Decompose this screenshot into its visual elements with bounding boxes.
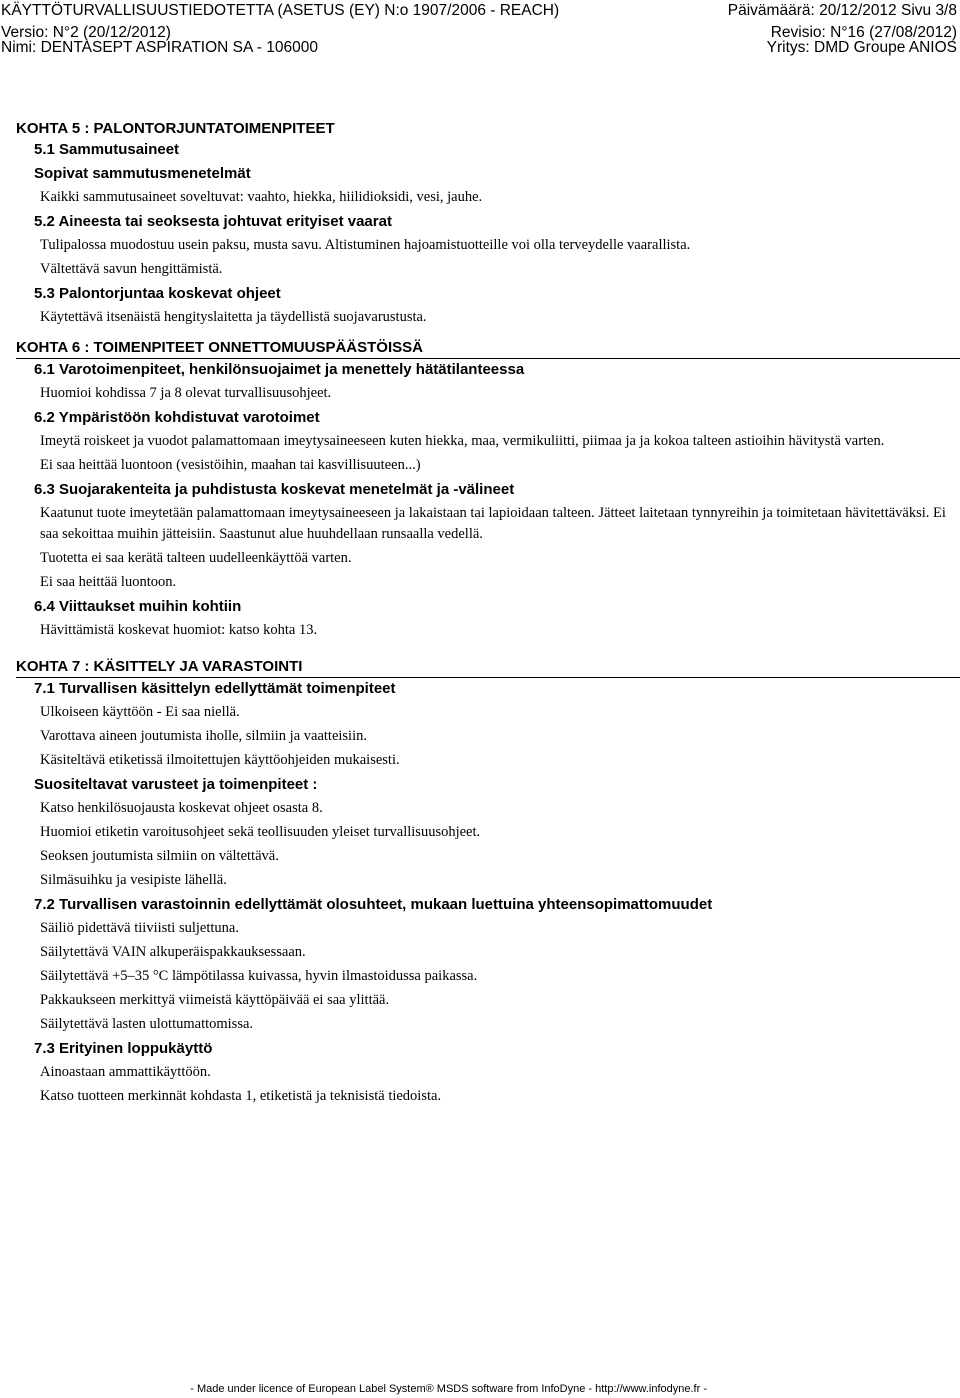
paragraph: Tulipalossa muodostuu usein paksu, musta savu. Altistuminen hajoamistuotteille voi olla terveydelle vaarallista.	[40, 237, 691, 253]
paragraph: Kaatunut tuote imeytetään palamattomaan imeytysaineeseen ja lakaistaan tai lapioidaan talteen. Jätteet laitetaan tynnyreihin ja toimitetaan hävitettäväksi. Ei saa sekoittaa muihin jätteisiin. Saastunut alue huuhdellaan runsaalla vedellä.	[40, 505, 946, 542]
paragraph: Vältettävä savun hengittämistä.	[40, 261, 223, 277]
paragraph: Säilytettävä VAIN alkuperäispakkauksessaan.	[40, 944, 306, 960]
paragraph: Säilytettävä +5–35 °C lämpötilassa kuivassa, hyvin ilmastoidussa paikassa.	[40, 968, 478, 984]
section-5-heading: KOHTA 5 : PALONTORJUNTATOIMENPITEET	[16, 120, 335, 137]
subsection-5-1-heading: 5.1 Sammutusaineet	[34, 141, 180, 158]
subsection-6-2-heading: 6.2 Ympäristöön kohdistuvat varotoimet	[34, 409, 320, 426]
section-7-heading: KOHTA 7 : KÄSITTELY JA VARASTOINTI	[16, 656, 960, 678]
paragraph: Kaikki sammutusaineet soveltuvat: vaahto, hiekka, hiilidioksidi, vesi, jauhe.	[40, 189, 483, 205]
subsection-7-2-heading: 7.2 Turvallisen varastoinnin edellyttämät olosuhteet, mukaan luettuina yhteensopimattomuudet	[34, 896, 713, 913]
paragraph: Silmäsuihku ja vesipiste lähellä.	[40, 872, 227, 888]
paragraph: Varottava aineen joutumista iholle, silmiin ja vaatteisiin.	[40, 728, 367, 744]
document-body	[16, 118, 960, 1110]
subsection-7-3-heading: 7.3 Erityinen loppukäyttö	[34, 1040, 213, 1057]
subsection-6-3-heading: 6.3 Suojarakenteita ja puhdistusta koskevat menetelmät ja -välineet	[34, 481, 515, 498]
paragraph: Ei saa heittää luontoon.	[40, 574, 177, 590]
document-type-title: KÄYTTÖTURVALLISUUSTIEDOTETTA (ASETUS (EY) N:o 1907/2006 - REACH)	[1, 2, 560, 19]
paragraph: Katso tuotteen merkinnät kohdasta 1, etiketistä ja teknisistä tiedoista.	[40, 1088, 442, 1104]
date-and-page: Päivämäärä: 20/12/2012 Sivu 3/8	[727, 2, 957, 19]
company: Yritys: DMD Groupe ANIOS	[766, 39, 957, 56]
paragraph: Seoksen joutumista silmiin on vältettävä.	[40, 848, 279, 864]
paragraph: Käytettävä itsenäistä hengityslaitetta ja täydellistä suojavarustusta.	[40, 309, 427, 325]
footer-licence-note: - Made under licence of European Label System® MSDS software from InfoDyne - http://www.infodyne.fr -	[190, 1383, 707, 1395]
version: Versio: N°2 (20/12/2012)	[1, 24, 171, 41]
subsection-7-1-subheading: Suositeltavat varusteet ja toimenpiteet :	[34, 776, 318, 793]
header-row-1	[0, 0, 960, 22]
paragraph: Ei saa heittää luontoon (vesistöihin, maahan tai kasvillisuuteen...)	[40, 457, 421, 473]
subsection-7-1-heading: 7.1 Turvallisen käsittelyn edellyttämät toimenpiteet	[34, 680, 396, 697]
paragraph: Huomioi kohdissa 7 ja 8 olevat turvallisuusohjeet.	[40, 385, 332, 401]
paragraph: Ainoastaan ammattikäyttöön.	[40, 1064, 211, 1080]
paragraph: Säilytettävä lasten ulottumattomissa.	[40, 1016, 254, 1032]
paragraph: Huomioi etiketin varoitusohjeet sekä teollisuuden yleiset turvallisuusohjeet.	[40, 824, 481, 840]
subsection-6-4-heading: 6.4 Viittaukset muihin kohtiin	[34, 598, 242, 615]
subsection-5-3-heading: 5.3 Palontorjuntaa koskevat ohjeet	[34, 285, 281, 302]
paragraph: Pakkaukseen merkittyä viimeistä käyttöpäivää ei saa ylittää.	[40, 992, 390, 1008]
subsection-5-1-subheading: Sopivat sammutusmenetelmät	[34, 165, 251, 182]
paragraph: Hävittämistä koskevat huomiot: katso kohta 13.	[40, 622, 318, 638]
section-6-heading: KOHTA 6 : TOIMENPITEET ONNETTOMUUSPÄÄSTÖISSÄ	[16, 337, 960, 359]
subsection-5-2-heading: 5.2 Aineesta tai seoksesta johtuvat erityiset vaarat	[34, 213, 392, 230]
paragraph: Säiliö pidettävä tiiviisti suljettuna.	[40, 920, 239, 936]
paragraph: Ulkoiseen käyttöön - Ei saa niellä.	[40, 704, 240, 720]
paragraph: Katso henkilösuojausta koskevat ohjeet osasta 8.	[40, 800, 323, 816]
product-name: Nimi: DENTASEPT ASPIRATION SA - 106000	[1, 39, 318, 56]
header-row-3	[0, 37, 960, 59]
revision: Revisio: N°16 (27/08/2012)	[770, 24, 957, 41]
paragraph: Käsiteltävä etiketissä ilmoitettujen käyttöohjeiden mukaisesti.	[40, 752, 400, 768]
paragraph: Imeytä roiskeet ja vuodot palamattomaan imeytysaineeseen kuten hiekka, maa, vermikuliitti, piimaa ja ja kokoa talteen astioihin hävitystä varten.	[40, 433, 885, 449]
paragraph: Tuotetta ei saa kerätä talteen uudelleenkäyttöä varten.	[40, 550, 352, 566]
subsection-6-1-heading: 6.1 Varotoimenpiteet, henkilönsuojaimet ja menettely hätätilanteessa	[34, 361, 525, 378]
